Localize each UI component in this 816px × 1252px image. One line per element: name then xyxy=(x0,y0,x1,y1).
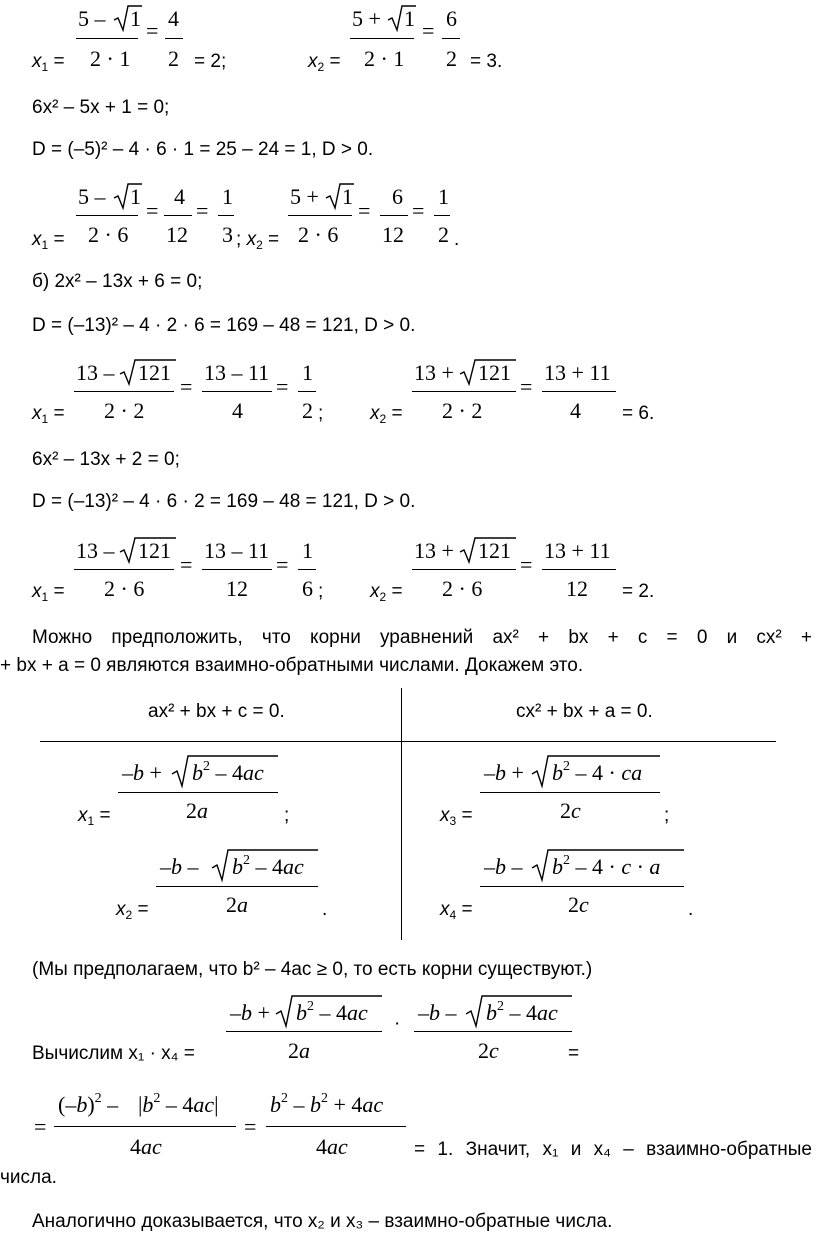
discriminant-b1: D = (–13)² – 4 · 2 · 6 = 169 – 48 = 121, D > 0. xyxy=(32,315,416,336)
frac-b1-x1-den: 2 · 2 xyxy=(104,398,145,423)
table-x4-num-root: $b^2 - 4 \cdot c \cdot a$ xyxy=(552,853,661,879)
frac-b1-x1-root: 121 xyxy=(138,360,171,385)
frac-a2-x2-den12: 12 xyxy=(382,222,404,247)
table-x2-label: $x_2$ = xyxy=(116,899,149,922)
compute-frac2-num: –b – xyxy=(418,1000,457,1025)
result-frac2-den: 4ac xyxy=(316,1134,348,1159)
result-tail: = 1. Значит, x₁ и x₄ – взаимно-обратные xyxy=(414,1139,812,1160)
compute-label: Вычислим x₁ · x₄ = xyxy=(32,1043,195,1064)
frac-b2-x1-den6: 6 xyxy=(302,576,313,601)
line-b2-x2-tail: = 2. xyxy=(622,581,655,602)
frac-a2-x2-six: 6 xyxy=(392,184,403,209)
hypothesis-line-2: + bx + a = 0 являются взаимно-обратными числами. Докажем это. xyxy=(0,655,584,676)
frac-b2-x1-root: 121 xyxy=(138,538,171,563)
frac-a2-x1-den3: 3 xyxy=(222,222,233,247)
frac-b1-x1-den2: 2 xyxy=(302,398,313,423)
radical-sign xyxy=(212,850,318,880)
radical-sign xyxy=(460,538,516,562)
result-frac2-num: $b^2 - b^2 + 4ac$ xyxy=(270,1091,384,1117)
frac-b2-x1-one: 1 xyxy=(302,538,313,563)
radical-sign xyxy=(532,850,684,880)
table-x2-num: –b – xyxy=(160,854,199,879)
result-frac1-abs: $|b^2 - 4ac|$ xyxy=(138,1091,219,1117)
frac-a2-x1-num: 5 – xyxy=(78,184,106,209)
frac-b2-x2-num: 13 + xyxy=(414,538,454,563)
table-x3-den: 2c xyxy=(560,798,581,823)
frac-b2-x2-eq: = xyxy=(520,552,533,577)
frac-b2-x1-den: 2 · 6 xyxy=(104,576,145,601)
radical-sign xyxy=(172,756,278,786)
table-x2-den: 2a xyxy=(226,892,248,917)
frac-b2-x1-eq2: = xyxy=(276,552,289,577)
line-b2-semicolon: ; xyxy=(318,581,324,602)
table-x1-num-root: $b^2 - 4ac$ xyxy=(192,759,264,785)
line-a1-x1-label: $x_1$ = xyxy=(32,51,65,74)
compute-frac1-num: –b + xyxy=(230,1000,270,1025)
compute-frac2-den: 2c xyxy=(478,1038,499,1063)
frac-b2-x1-eq: = xyxy=(180,552,193,577)
equation-b2: 6x² – 13x + 2 = 0; xyxy=(32,449,180,470)
frac-b2-x2-mid: 13 + 11 xyxy=(544,538,611,563)
line-a1-x2-tail: = 3. xyxy=(470,51,503,72)
table-x3-semicolon: ; xyxy=(664,805,670,826)
frac-a1-x2-den2: 2 xyxy=(446,46,457,71)
frac-b2-x2-root: 121 xyxy=(478,538,511,563)
assumption-text: (Мы предполагаем, что b² – 4ac ≥ 0, то есть корни существуют.) xyxy=(32,959,593,980)
line-b1-semicolon: ; xyxy=(318,403,324,424)
line-a1-x2-label: $x_2$ = xyxy=(308,51,341,74)
frac-b1-x1-num: 13 – xyxy=(76,360,115,385)
frac-b2-x1-num: 13 – xyxy=(76,538,115,563)
frac-b1-x1-den4: 4 xyxy=(232,398,243,423)
frac-b2-x1-mid: 13 – 11 xyxy=(204,538,270,563)
frac-b1-x2-den: 2 · 2 xyxy=(442,398,483,423)
table-x1-den: 2a xyxy=(186,798,208,823)
frac-b1-x2-mid: 13 + 11 xyxy=(544,360,611,385)
frac-b2-x1-den12: 12 xyxy=(226,576,248,601)
frac-a2-x2-den2: 2 xyxy=(438,222,449,247)
frac-b1-x1-one: 1 xyxy=(302,360,313,385)
hypothesis-line-1: Можно предположить, что корни уравнений ax² + bx + c = 0 и cx² + xyxy=(32,627,812,648)
result-eq2: = xyxy=(244,1114,257,1139)
compute-dot: · xyxy=(394,1013,401,1034)
radical-sign xyxy=(466,996,572,1026)
frac-a2-x2-eq2: = xyxy=(412,198,425,223)
line-b1-x2-tail: = 6. xyxy=(622,403,655,424)
frac-a2-x1-num-root: 1 xyxy=(130,184,141,209)
radical-sign xyxy=(326,184,354,208)
frac-a1-x1-num-root: 1 xyxy=(130,6,141,31)
table-x4-label: $x_4$ = xyxy=(440,899,473,922)
result-frac1-num: $(-b)^2$ – xyxy=(58,1091,119,1117)
line-b2-x2-label: $x_2$ = xyxy=(370,581,403,604)
frac-b1-x1-mid: 13 – 11 xyxy=(204,360,270,385)
table-x1-label: $x_1$ = xyxy=(78,805,111,828)
line-b1-x2-label: $x_2$ = xyxy=(370,403,403,426)
frac-b1-x2-eq: = xyxy=(520,374,533,399)
result-eq1: = xyxy=(34,1114,47,1139)
line-b1-x1-label: $x_1$ = xyxy=(32,403,65,426)
frac-a2-x2-den: 2 · 6 xyxy=(298,222,339,247)
frac-a2-x2-eq: = xyxy=(358,198,371,223)
line-a2-end: . xyxy=(454,229,460,250)
result-wrap: числа. xyxy=(0,1167,57,1188)
radical-sign xyxy=(114,6,142,30)
frac-a1-x2-eq: = xyxy=(422,18,435,43)
compute-equals: = xyxy=(568,1043,580,1064)
frac-a1-x1-den2: 2 xyxy=(168,46,179,71)
frac-a2-x1-four: 4 xyxy=(174,184,185,209)
frac-a1-x1-eq: = xyxy=(146,18,159,43)
equation-a2: 6x² – 5x + 1 = 0; xyxy=(32,97,170,118)
table-x4-num: –b – xyxy=(484,854,523,879)
radical-sign xyxy=(388,6,416,30)
line-a1-x1-tail: = 2; xyxy=(194,51,227,72)
frac-a2-x2-num: 5 + xyxy=(290,184,319,209)
frac-a2-x1-one: 1 xyxy=(222,184,233,209)
line-a2-sep: ; $x_2$ = xyxy=(236,229,280,252)
table-x3-num-root: $b^2 - 4$ · ca xyxy=(552,759,643,785)
frac-a1-x1-den: 2 · 1 xyxy=(90,46,131,71)
frac-a1-x2-num-root: 1 xyxy=(404,6,415,31)
table-left-header: ax² + bx + c = 0. xyxy=(148,701,285,722)
frac-b1-x1-eq: = xyxy=(180,374,193,399)
frac-a1-x2-den: 2 · 1 xyxy=(364,46,405,71)
frac-a2-x1-den12: 12 xyxy=(166,222,188,247)
table-x2-num-root: $b^2 - 4ac$ xyxy=(232,853,304,879)
frac-a2-x1-eq2: = xyxy=(196,198,209,223)
radical-sign xyxy=(532,756,660,786)
table-x4-dot: . xyxy=(688,899,694,920)
compute-frac1-den: 2a xyxy=(288,1038,310,1063)
frac-a2-x2-one: 1 xyxy=(438,184,449,209)
radical-sign xyxy=(120,360,176,384)
line-b2-x1-label: $x_1$ = xyxy=(32,581,65,604)
frac-b1-x1-eq2: = xyxy=(276,374,289,399)
frac-a1-x2-six: 6 xyxy=(446,6,457,31)
table-x3-label: $x_3$ = xyxy=(440,805,473,828)
part-b-equation: б) 2x² – 13x + 6 = 0; xyxy=(32,271,203,292)
frac-a1-x1-four: 4 xyxy=(168,6,179,31)
table-x1-semicolon: ; xyxy=(284,805,290,826)
frac-a2-x1-eq: = xyxy=(146,198,159,223)
discriminant-b2: D = (–13)² – 4 · 6 · 2 = 169 – 48 = 121, D > 0. xyxy=(32,491,416,512)
frac-b2-x2-den12: 12 xyxy=(566,576,588,601)
table-x2-dot: . xyxy=(322,899,328,920)
compute-frac2-root: $b^2 - 4ac$ xyxy=(486,999,558,1025)
radical-sign xyxy=(460,360,516,384)
analog-text: Аналогично доказывается, что x₂ и x₃ – взаимно-обратные числа. xyxy=(32,1211,613,1232)
compute-frac1-root: $b^2 - 4ac$ xyxy=(296,999,368,1025)
radical-sign xyxy=(114,184,142,208)
table-x4-den: 2c xyxy=(568,892,589,917)
table-x1-num: –b + xyxy=(122,760,162,785)
radical-sign xyxy=(120,538,176,562)
table-right-header: cx² + bx + a = 0. xyxy=(516,701,653,722)
result-frac1-den: 4ac xyxy=(130,1134,162,1159)
frac-a1-x2-num: 5 + xyxy=(352,6,381,31)
frac-a1-x1-num: 5 – xyxy=(78,6,106,31)
frac-b2-x2-den: 2 · 6 xyxy=(442,576,483,601)
frac-b1-x2-den4: 4 xyxy=(570,398,581,423)
discriminant-a2: D = (–5)² – 4 · 6 · 1 = 25 – 24 = 1, D > 0. xyxy=(32,139,374,160)
frac-a2-x2-num-root: 1 xyxy=(342,184,353,209)
table-x3-num: –b + xyxy=(484,760,524,785)
line-a2-x1-label: $x_1$ = xyxy=(32,229,65,252)
frac-b1-x2-num: 13 + xyxy=(414,360,454,385)
radical-sign xyxy=(276,996,382,1026)
frac-b1-x2-root: 121 xyxy=(478,360,511,385)
frac-a2-x1-den: 2 · 6 xyxy=(88,222,129,247)
